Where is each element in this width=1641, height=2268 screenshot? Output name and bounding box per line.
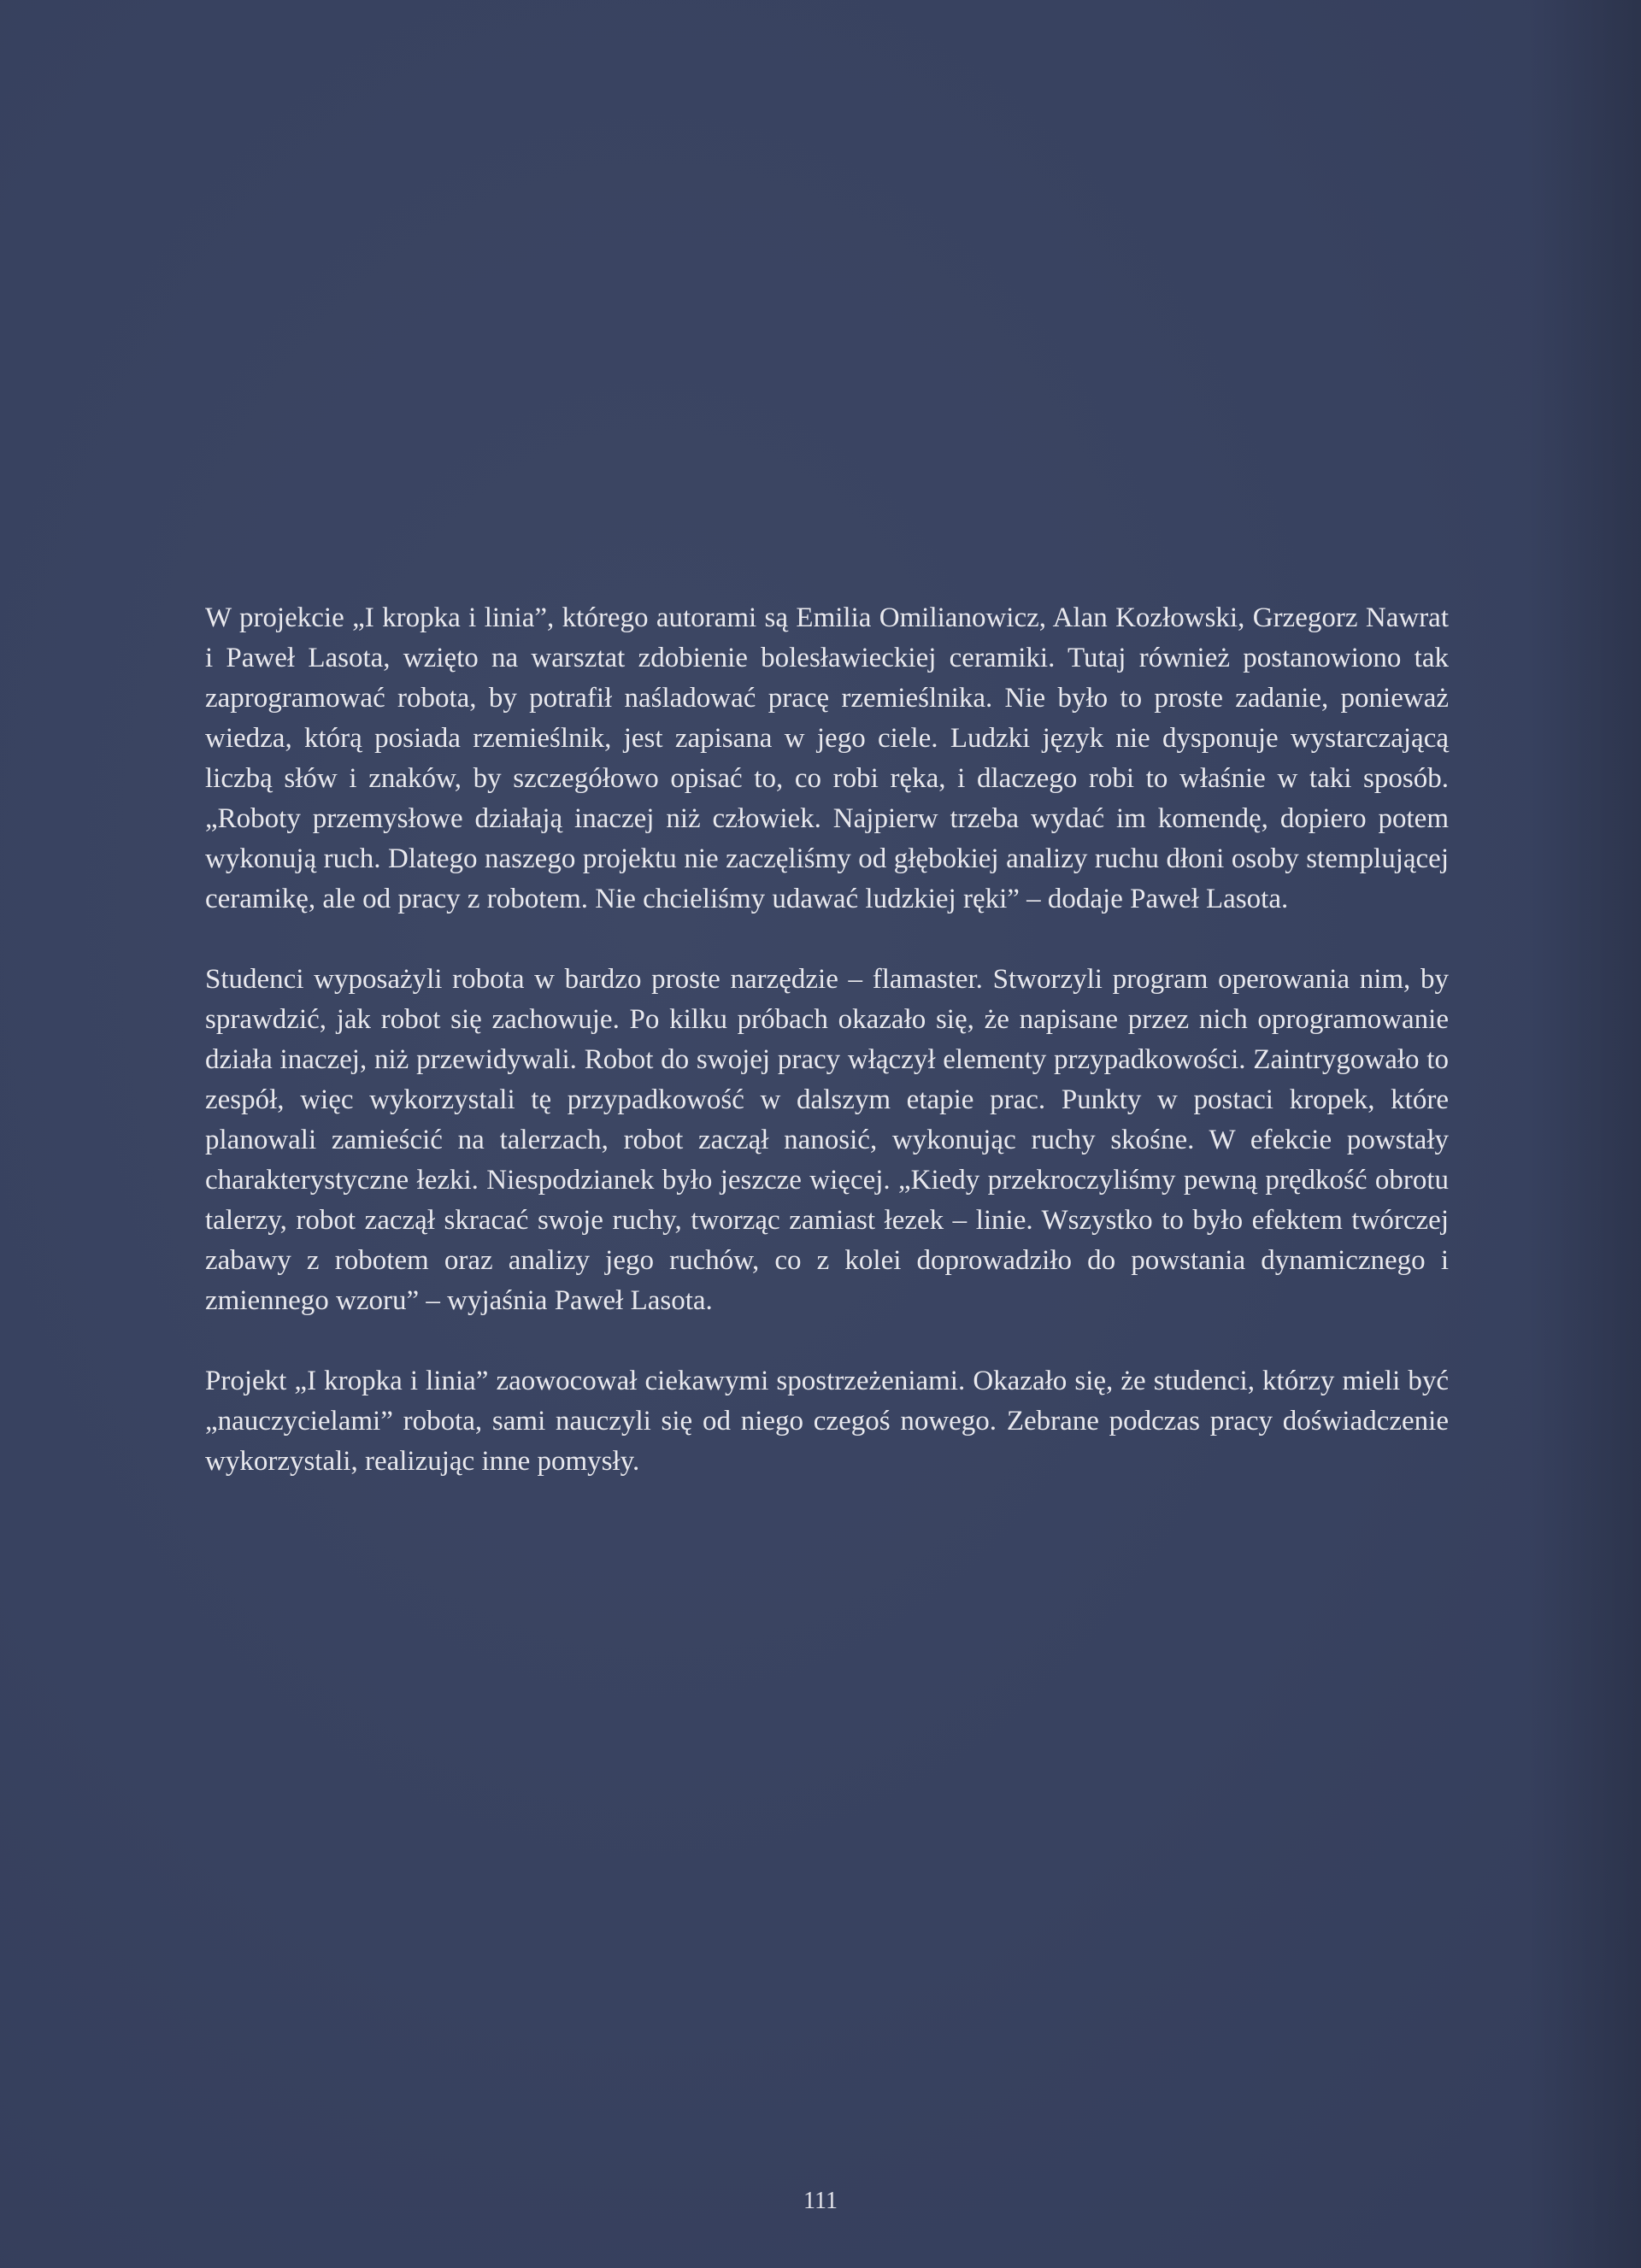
paragraph-1: W projekcie „I kropka i linia”, którego autorami są Emilia Omilianowicz, Alan Kozłowski, Grzegorz Nawrat i Paweł Lasota, wzięto na warsztat zdobienie bolesławieckiej ceramiki. Tutaj również postanowiono tak zaprogramować robota, by potrafił naśladować pracę rzemieślnika. Nie było to proste zadanie, ponieważ wiedza, którą posiada rzemieślnik, jest zapisana w jego ciele. Ludzki język nie dysponuje wystarczającą liczbą słów i znaków, by szczegółowo opisać to, co robi ręka, i dlaczego robi to właśnie w taki sposób. „Roboty przemysłowe działają inaczej niż człowiek. Najpierw trzeba wydać im komendę, dopiero potem wykonują ruch. Dlatego naszego projektu nie zaczęliśmy od głębokiej analizy ruchu dłoni osoby stemplującej ceramikę, ale od pracy z robotem. Nie chcieliśmy udawać ludzkiej ręki” – dodaje Paweł Lasota. (205, 602, 1449, 914)
article-body (205, 598, 1449, 1522)
paragraph-3: Projekt „I kropka i linia” zaowocował ciekawymi spostrzeżeniami. Okazało się, że studenci, którzy mieli być „nauczycielami” robota, sami nauczyli się od niego czegoś nowego. Zebrane podczas pracy doświadczenie wykorzystali, realizując inne pomysły. (205, 1366, 1449, 1477)
paragraph-2: Studenci wyposażyli robota w bardzo proste narzędzie – flamaster. Stworzyli program operowania nim, by sprawdzić, jak robot się zachowuje. Po kilku próbach okazało się, że napisane przez nich oprogramowanie działa inaczej, niż przewidywali. Robot do swojej pracy włączył elementy przypadkowości. Zaintrygowało to zespół, więc wykorzystali tę przypadkowość w dalszym etapie prac. Punkty w postaci kropek, które planowali zamieścić na talerzach, robot zaczął nanosić, wykonując ruchy skośne. W efekcie powstały charakterystyczne łezki. Niespodzianek było jeszcze więcej. „Kiedy przekroczyliśmy pewną prędkość obrotu talerzy, robot zaczął skracać swoje ruchy, tworząc zamiast łezek – linie. Wszystko to było efektem twórczej zabawy z robotem oraz analizy jego ruchów, co z kolei doprowadziło do powstania dynamicznego i zmiennego wzoru” – wyjaśnia Paweł Lasota. (205, 964, 1449, 1316)
page-number: 111 (803, 2188, 838, 2214)
